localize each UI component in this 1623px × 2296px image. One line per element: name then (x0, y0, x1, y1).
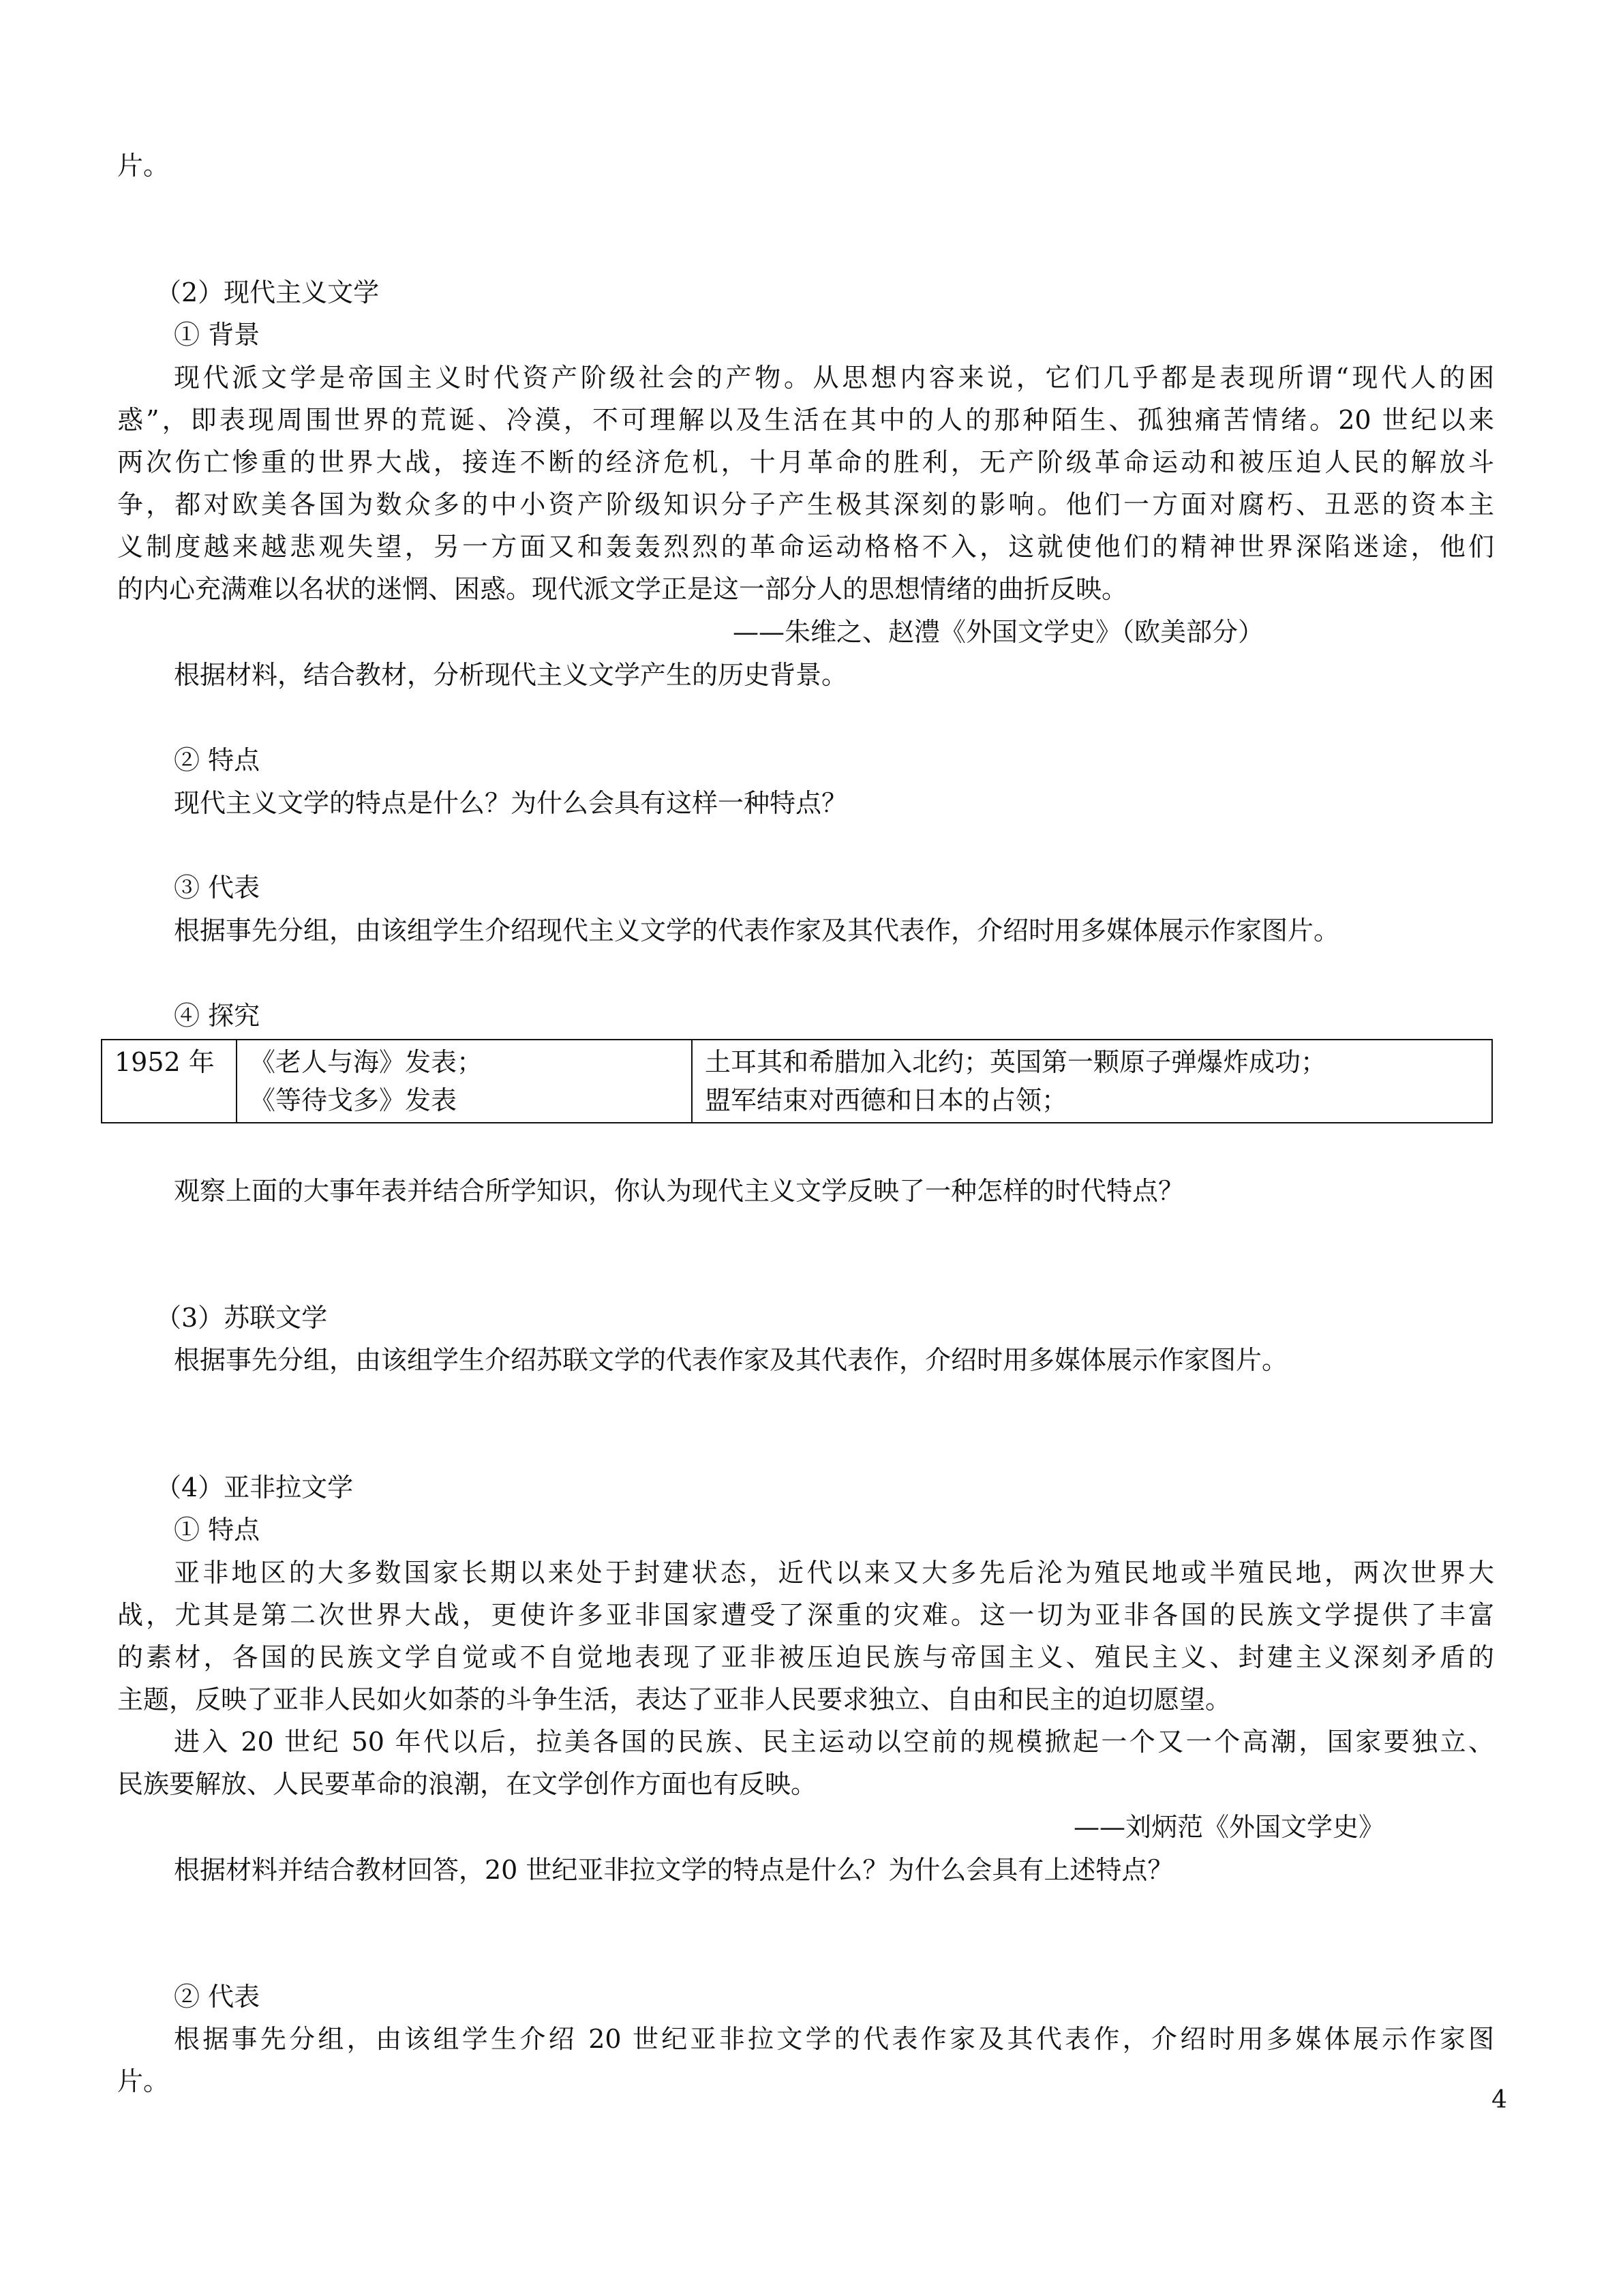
section4-feat-line-1: 亚非地区的大多数国家长期以来处于封建状态，近代以来又大多先后沦为殖民地或半殖民地，两次世界大 (174, 1558, 1494, 1588)
section2-explore-heading: ④ 探究 (174, 1001, 260, 1031)
section4-heading: （4）亚非拉文学 (155, 1472, 354, 1502)
literature-item: 《等待戈多》发表 (249, 1085, 457, 1115)
section2-explore-question: 观察上面的大事年表并结合所学知识，你认为现代主义文学反映了一种怎样的时代特点？ (174, 1176, 1185, 1206)
section2-bg-line-1: 现代派文学是帝国主义时代资产阶级社会的产物。从思想内容来说，它们几乎都是表现所谓“现代人的困 (174, 363, 1494, 393)
table-cell-events (692, 1040, 1492, 1123)
section4-rep-heading: ② 代表 (174, 1982, 260, 2012)
event-item: 盟军结束对西德和日本的占领； (705, 1085, 1068, 1115)
section2-bg-source: ——朱维之、赵澧《外国文学史》（欧美部分） (733, 617, 1264, 647)
section2-bg-heading: ① 背景 (174, 320, 260, 350)
section2-bg-question: 根据材料，结合教材，分析现代主义文学产生的历史背景。 (174, 660, 848, 690)
section2-bg-line-5: 义制度越来越悲观失望，另一方面又和轰轰烈烈的革命运动格格不入，这就使他们的精神世界深陷迷途，他们 (117, 532, 1494, 562)
section2-rep-heading: ③ 代表 (174, 873, 260, 903)
section2-feat-heading: ② 特点 (174, 745, 260, 775)
event-item: 土耳其和希腊加入北约；英国第一颗原子弹爆炸成功； (705, 1047, 1327, 1077)
chronology-table (101, 1039, 1493, 1123)
section2-bg-line-3: 两次伤亡惨重的世界大战，接连不断的经济危机，十月革命的胜利，无产阶级革命运动和被压迫人民的解放斗 (117, 447, 1494, 477)
section2-bg-line-6: 的内心充满难以名状的迷惘、困惑。现代派文学正是这一部分人的思想情绪的曲折反映。 (117, 574, 1128, 604)
section2-bg-line-4: 争，都对欧美各国为数众多的中小资产阶级知识分子产生极其深刻的影响。他们一方面对腐朽、丑恶的资本主 (117, 489, 1494, 519)
table-cell-literature (237, 1040, 692, 1123)
section4-feat-line-2: 战，尤其是第二次世界大战，更使许多亚非国家遭受了深重的灾难。这一切为亚非各国的民族文学提供了丰富 (117, 1600, 1494, 1630)
section4-rep-line-2: 片。 (117, 2066, 170, 2096)
table-row (102, 1040, 1492, 1123)
page-number: 4 (1491, 2086, 1507, 2114)
section4-feat-line-6: 民族要解放、人民要革命的浪潮，在文学创作方面也有反映。 (117, 1769, 817, 1799)
section4-feat-line-3: 的素材，各国的民族文学自觉或不自觉地表现了亚非被压迫民族与帝国主义、殖民主义、封建主义深刻矛盾的 (117, 1642, 1494, 1672)
table-cell-year (102, 1040, 237, 1123)
top-fragment: 片。 (117, 151, 170, 181)
year-label: 1952 年 (115, 1047, 215, 1077)
section4-rep-line-1: 根据事先分组，由该组学生介绍 20 世纪亚非拉文学的代表作家及其代表作，介绍时用多媒体展示作家图 (174, 2024, 1494, 2054)
section2-feat-question: 现代主义文学的特点是什么？为什么会具有这样一种特点？ (174, 788, 848, 818)
section4-feat-question: 根据材料并结合教材回答，20 世纪亚非拉文学的特点是什么？为什么会具有上述特点？ (174, 1855, 1174, 1885)
section4-feat-source: ——刘炳范《外国文学史》 (1074, 1812, 1385, 1842)
section3-text: 根据事先分组，由该组学生介绍苏联文学的代表作家及其代表作，介绍时用多媒体展示作家图片。 (174, 1345, 1288, 1375)
section4-feat-line-5: 进入 20 世纪 50 年代以后，拉美各国的民族、民主运动以空前的规模掀起一个又一个高潮，国家要独立、 (174, 1727, 1494, 1757)
section2-rep-text: 根据事先分组，由该组学生介绍现代主义文学的代表作家及其代表作，介绍时用多媒体展示作家图片。 (174, 916, 1340, 946)
section2-bg-line-2: 惑”，即表现周围世界的荒诞、冷漠，不可理解以及生活在其中的人的那种陌生、孤独痛苦情绪。20 世纪以来 (117, 405, 1494, 435)
literature-item: 《老人与海》发表； (249, 1047, 483, 1077)
section3-heading: （3）苏联文学 (155, 1303, 328, 1333)
section4-feat-line-4: 主题，反映了亚非人民如火如荼的斗争生活，表达了亚非人民要求独立、自由和民主的迫切愿望。 (117, 1685, 1232, 1715)
section4-feat-heading: ① 特点 (174, 1515, 260, 1545)
section2-heading: （2）现代主义文学 (155, 277, 380, 307)
